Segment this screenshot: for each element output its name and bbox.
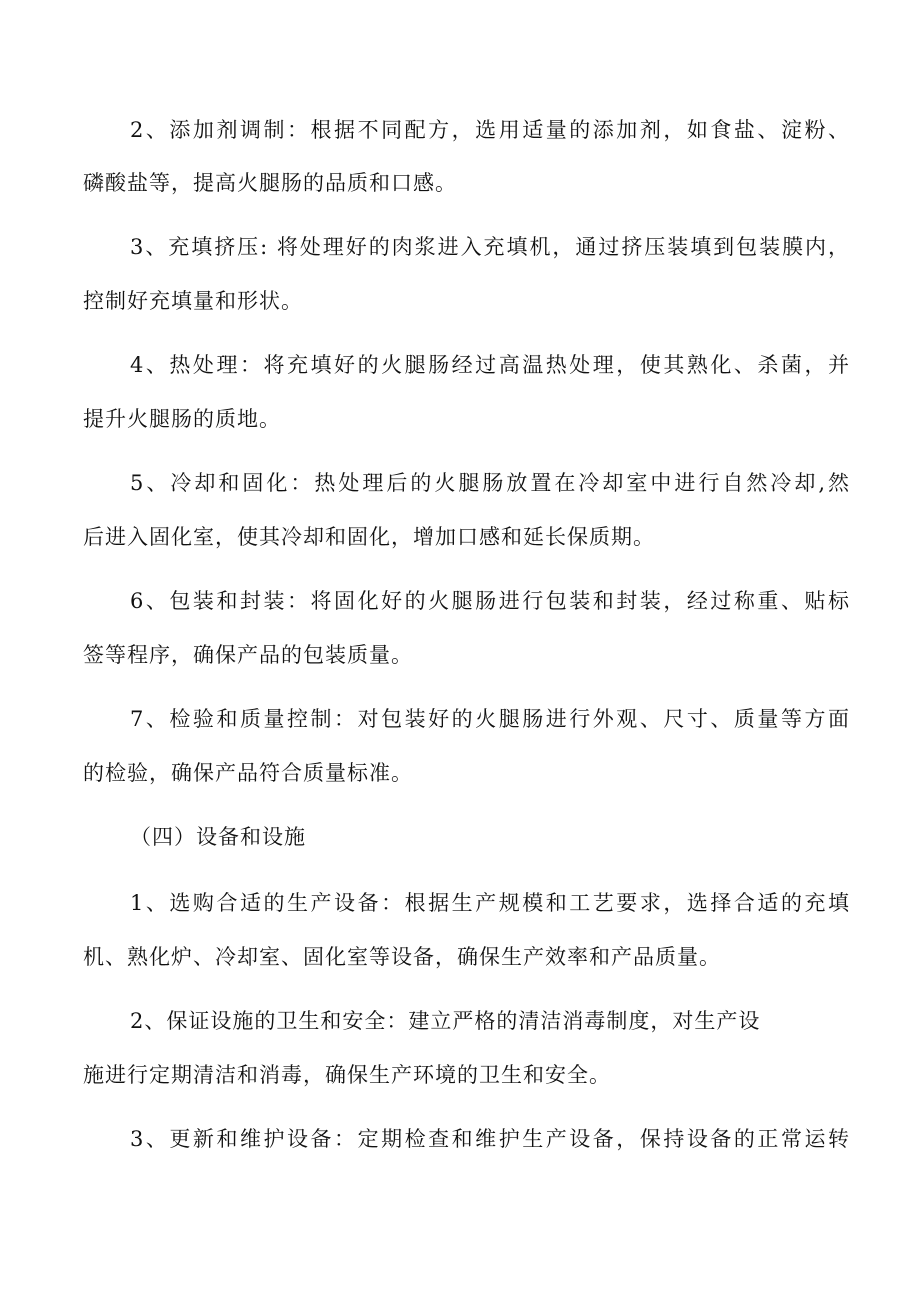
text-line: 7、检验和质量控制：对包装好的火腿肠进行外观、尺寸、质量等方面 [130, 707, 850, 731]
text-line: 的检验，确保产品符合质量标准。 [83, 761, 413, 785]
text-line: 提升火腿肠的质地。 [83, 407, 281, 431]
text-line: 签等程序，确保产品的包装质量。 [83, 643, 413, 667]
text-line: 2、添加剂调制：根据不同配方，选用适量的添加剂，如食盐、淀粉、 [130, 118, 850, 142]
text-line: 4、热处理：将充填好的火腿肠经过高温热处理，使其熟化、杀菌，并 [130, 353, 850, 377]
text-line: 后进入固化室，使其冷却和固化，增加口感和延长保质期。 [83, 525, 655, 549]
text-line: 2、保证设施的卫生和安全：建立严格的清洁消毒制度，对生产设 [130, 1009, 761, 1033]
text-line: 5、冷却和固化：热处理后的火腿肠放置在冷却室中进行自然冷却,然 [130, 471, 850, 495]
text-line: 控制好充填量和形状。 [83, 289, 303, 313]
text-line: 机、熟化炉、冷却室、固化室等设备，确保生产效率和产品质量。 [83, 945, 721, 969]
text-line: 6、包装和封装：将固化好的火腿肠进行包装和封装，经过称重、贴标 [130, 589, 850, 613]
text-line: 磷酸盐等，提高火腿肠的品质和口感。 [83, 171, 457, 195]
text-line: 3、充填挤压: 将处理好的肉浆进入充填机，通过挤压装填到包装膜内， [130, 235, 850, 259]
text-line: 3、更新和维护设备：定期检查和维护生产设备，保持设备的正常运转 [130, 1127, 850, 1151]
text-line: 1、选购合适的生产设备：根据生产规模和工艺要求，选择合适的充填 [130, 891, 850, 915]
section-heading: （四）设备和设施 [130, 825, 306, 849]
text-line: 施进行定期清洁和消毒，确保生产环境的卫生和安全。 [83, 1063, 611, 1087]
